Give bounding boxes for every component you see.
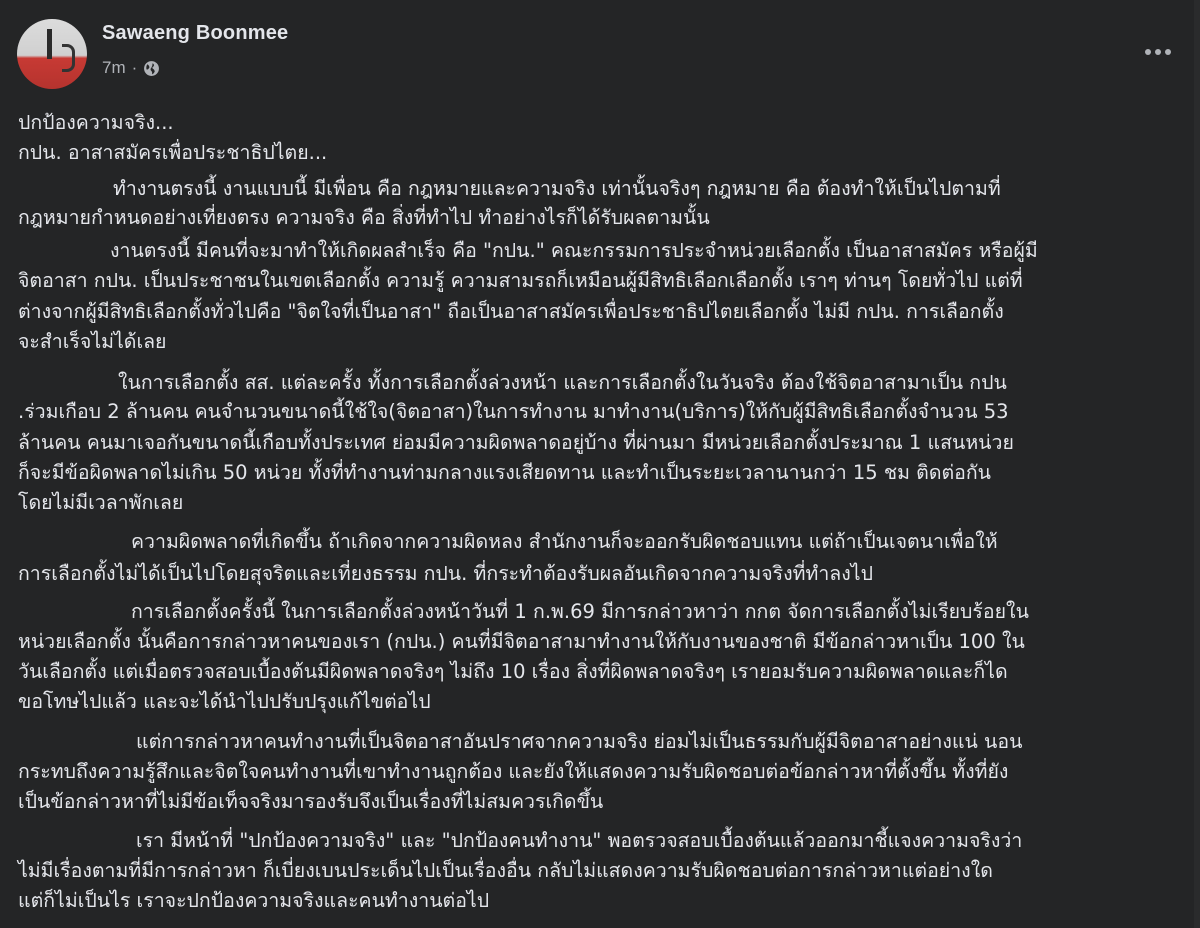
post-text-line: ปกป้องความจริง...	[18, 111, 174, 134]
scrollbar-track[interactable]	[1194, 0, 1200, 928]
post-text-line: ในการเลือกตั้ง สส. แต่ละครั้ง ทั้งการเลือกตั้งล่วงหน้า และการเลือกตั้งในวันจริง ต้องใช้จิตอาสามาเป็น กปน	[118, 371, 1007, 394]
post-text-line: เรา มีหน้าที่ "ปกป้องความจริง" และ "ปกป้องคนทำงาน" พอตรวจสอบเบื้องต้นแล้วออกมาชี้แจงความจริงว่า	[136, 829, 1023, 852]
post-text-line: ก็จะมีข้อผิดพลาดไม่เกิน 50 หน่วย ทั้งที่ทำงานท่ามกลางแรงเสียดทาน และทำเป็นระยะเวลานานกว่า 15 ชม ติดต่อกัน	[18, 461, 991, 484]
post-text-line: การเลือกตั้งไม่ได้เป็นไปโดยสุจริตและเที่ยงธรรม กปน. ที่กระทำต้องรับผลอันเกิดจากความจริงที่ทำลงไป	[18, 562, 873, 585]
post-meta	[102, 58, 160, 78]
post-text-line: งานตรงนี้ มีคนที่จะมาทำให้เกิดผลสำเร็จ คือ "กปน." คณะกรรมการประจำหน่วยเลือกตั้ง เป็นอาสาสมัคร หรือผู้มี	[110, 239, 1038, 262]
meta-separator: ·	[131, 58, 138, 77]
post-text-line: วันเลือกตั้ง แต่เมื่อตรวจสอบเบื้องต้นมีผิดพลาดจริงๆ ไม่ถึง 10 เรื่อง สิ่งที่ผิดพลาดจริงๆ เรายอมรับความผิดพลาดและก็ได	[18, 660, 1008, 683]
post-text-line: ขอโทษไปแล้ว และจะได้นำไปปรับปรุงแก้ไขต่อไป	[18, 690, 431, 713]
more-options-icon	[1145, 49, 1151, 55]
post-text-line: โดยไม่มีเวลาพักเลย	[18, 491, 184, 514]
post-timestamp[interactable]: 7m	[102, 58, 126, 77]
more-options-button[interactable]	[1140, 40, 1176, 64]
more-options-icon	[1155, 49, 1161, 55]
post-text-line: ล้านคน คนมาเจอกันขนาดนี้เกือบทั้งประเทศ ย่อมมีความผิดพลาดอยู่บ้าง ที่ผ่านมา มีหน่วยเลือกตั้งประมาณ 1 แสนหน่วย	[18, 431, 1014, 454]
post-text-line: เป็นข้อกล่าวหาที่ไม่มีข้อเท็จจริงมารองรับจึงเป็นเรื่องที่ไม่สมควรเกิดขึ้น	[18, 790, 604, 813]
post-text-line: กระทบถึงความรู้สึกและจิตใจคนทำงานที่เขาทำงานถูกต้อง และยังให้แสดงความรับผิดชอบต่อข้อกล่าวหาที่ตั้งขึ้น ทั้งที่ยัง	[18, 760, 1009, 783]
avatar-detail	[47, 29, 52, 59]
author-name[interactable]: Sawaeng Boonmee	[102, 22, 289, 44]
post-text-line: จะสำเร็จไม่ได้เลย	[18, 330, 167, 353]
post-text-line: จิตอาสา กปน. เป็นประชาชนในเขตเลือกตั้ง ความรู้ ความสามรถก็เหมือนผู้มีสิทธิเลือกเลือกตั้ง เราๆ ท่านๆ โดยทั่วไป แต่ที่	[18, 269, 1023, 292]
post-text-line: ไม่มีเรื่องตามที่มีการกล่าวหา ก็เบี่ยงเบนประเด็นไปเป็นเรื่องอื่น กลับไม่แสดงความรับผิดชอบต่อการกล่าวหาแต่อย่างใด	[18, 859, 993, 882]
post-text-line: ความผิดพลาดที่เกิดขึ้น ถ้าเกิดจากความผิดหลง สำนักงานก็จะออกรับผิดชอบแทน แต่ถ้าเป็นเจตนาเพื่อให้	[131, 530, 998, 553]
post-text-line: การเลือกตั้งครั้งนี้ ในการเลือกตั้งล่วงหน้าวันที่ 1 ก.พ.69 มีการกล่าวหาว่า กกต จัดการเลือกตั้งไม่เรียบร้อยใน	[131, 600, 1029, 623]
post-text-line: ทำงานตรงนี้ งานแบบนี้ มีเพื่อน คือ กฎหมายและความจริง เท่านั้นจริงๆ กฎหมาย คือ ต้องทำให้เป็นไปตามที่	[113, 177, 1001, 200]
avatar-detail	[62, 44, 75, 72]
post-text-line: กฎหมายกำหนดอย่างเที่ยงตรง ความจริง คือ สิ่งที่ทำไป ทำอย่างไรก็ได้รับผลตามนั้น	[18, 206, 710, 229]
more-options-icon	[1165, 49, 1171, 55]
post-text-line: ต่างจากผู้มีสิทธิเลือกตั้งทั่วไปคือ "จิตใจที่เป็นอาสา" ถือเป็นอาสาสมัครเพื่อประชาธิปไตยเลือกตั้ง ไม่มี กปน. การเลือกตั้ง	[18, 300, 1004, 323]
post-text-line: แต่ก็ไม่เป็นไร เราจะปกป้องความจริงและคนทำงานต่อไป	[18, 889, 490, 912]
post-text-line: แต่การกล่าวหาคนทำงานที่เป็นจิตอาสาอันปราศจากความจริง ย่อมไม่เป็นธรรมกับผู้มีจิตอาสาอย่างแน่ นอน	[136, 730, 1023, 753]
author-avatar[interactable]	[17, 19, 87, 89]
post-text-line: .ร่วมเกือบ 2 ล้านคน คนจำนวนขนาดนี้ใช้ใจ(จิตอาสา)ในการทำงาน มาทำงาน(บริการ)ให้กับผู้มีสิทธิเลือกตั้งจำนวน 53	[18, 400, 1009, 423]
post-text-line: หน่วยเลือกตั้ง นั้นคือการกล่าวหาคนของเรา (กปน.) คนที่มีจิตอาสามาทำงานให้กับงานของชาติ มีข้อกล่าวหาเป็น 100 ใน	[18, 630, 1025, 653]
post-text-line: กปน. อาสาสมัครเพื่อประชาธิปไตย...	[18, 141, 328, 164]
globe-icon[interactable]	[143, 60, 160, 77]
